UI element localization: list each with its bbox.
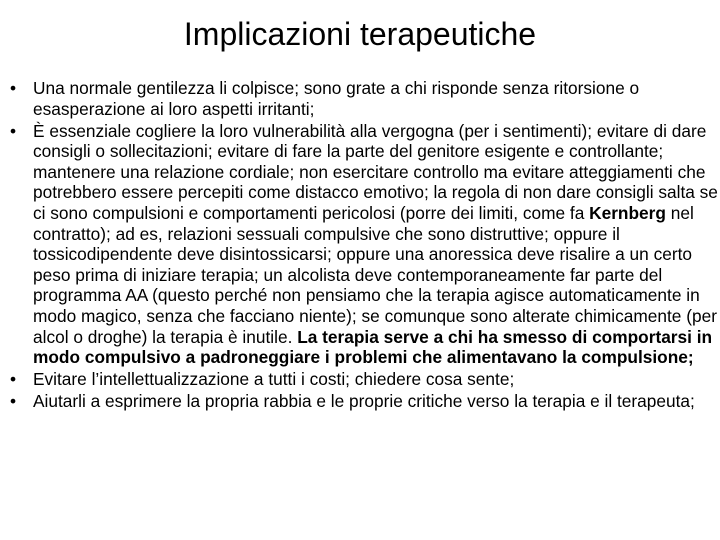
bullet-marker: • [10, 391, 17, 412]
bullet-list [10, 78, 718, 414]
bullet-text-bold-conclusion: La terapia serve a chi ha smesso di comportarsi in modo compulsivo a padroneggiare i problemi che alimentavano la compulsione; [33, 326, 713, 368]
bullet-text: Aiutarli a esprimere la propria rabbia e le proprie critiche verso la terapia e il terapeuta; [33, 391, 695, 412]
bullet-item-kindness [10, 78, 718, 119]
bullet-text: Una normale gentilezza li colpisce; sono grate a chi risponde senza ritorsione o esasperazione ai loro aspetti irritanti; [33, 78, 640, 119]
bullet-marker: • [10, 369, 17, 390]
bullet-item-shame-vulnerability [10, 121, 718, 368]
bullet-text: Evitare l’intellettualizzazione a tutti i costi; chiedere cosa sente; [33, 369, 515, 390]
bullet-item-anger-expression [10, 391, 718, 412]
bullet-text-part1: È essenziale cogliere la loro vulnerabilità alla vergogna (per i sentimenti); evitare di dare consigli o sollecitazioni; evitare di fare la parte del genitore esigente e controllante; mantenere una relazione cordiale; non esercitare controllo ma evitare atteggiamenti che potrebbero essere percepiti come distacco emotivo; la regola di non dare consigli salta se ci sono compulsioni e comportamenti pericolosi (porre dei limiti, come fa [33, 120, 718, 224]
bullet-text-part2: nel contratto); ad es, relazioni sessuali compulsive che sono distruttive; oppure il tossicodipendente deve disintossicarsi; oppure una anoressica deve risalire a un certo peso prima di iniziare terapia; un alcolista deve contemporaneamente far parte del programma AA (questo perché non pensiamo che la terapia agisce automaticamente in modo magico, senza che facciano niente); se comunque sono alterate chimicamente (per alcol o droghe) la terapia è inutile. [33, 203, 717, 347]
bullet-marker: • [10, 120, 17, 141]
bullet-item-intellectualization [10, 369, 718, 390]
bullet-text-kernberg: Kernberg [589, 203, 666, 224]
bullet-marker: • [10, 78, 17, 98]
slide-title: Implicazioni terapeutiche [183, 16, 537, 52]
